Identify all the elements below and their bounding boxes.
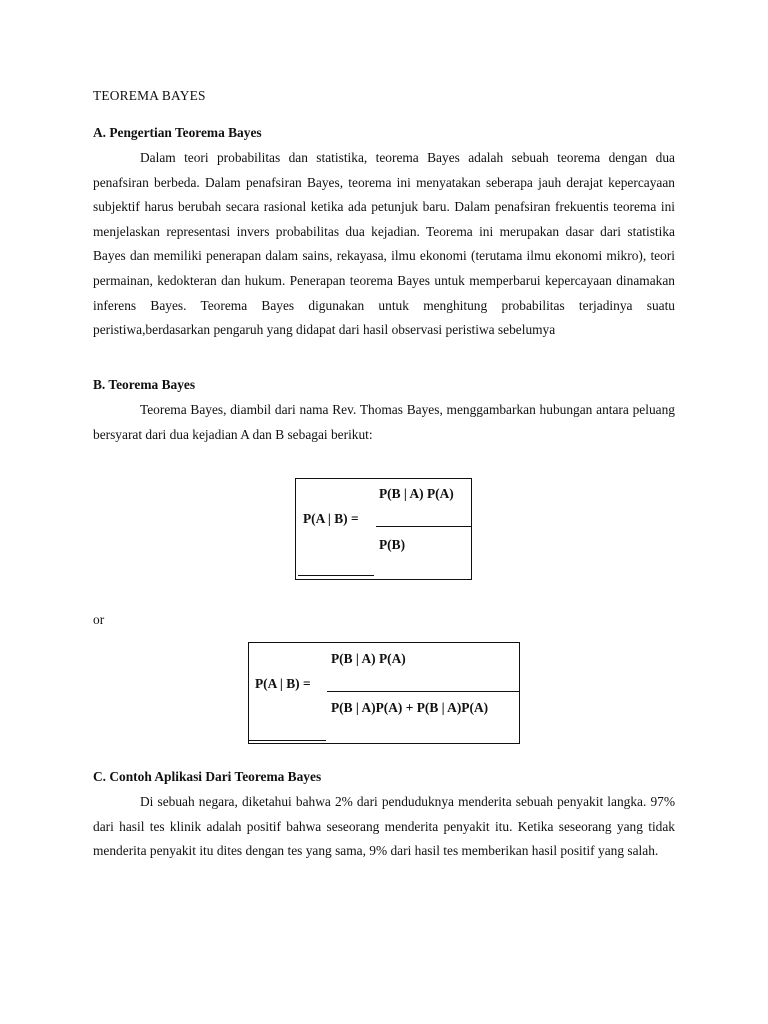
document-title: TEOREMA BAYES bbox=[93, 88, 206, 103]
or-label: or bbox=[93, 612, 105, 627]
formula-1-fraction-bar bbox=[376, 526, 471, 527]
formula-box-2 bbox=[248, 642, 520, 744]
formula-1-underline bbox=[298, 575, 374, 576]
formula-1-numerator: P(B | A) P(A) bbox=[379, 486, 454, 501]
formula-box-1 bbox=[295, 478, 472, 580]
formula-2-lhs: P(A | B) = bbox=[255, 676, 311, 691]
section-a-heading: A. Pengertian Teorema Bayes bbox=[93, 125, 262, 140]
formula-2-fraction-bar bbox=[327, 691, 519, 692]
formula-2-numerator: P(B | A) P(A) bbox=[331, 651, 406, 666]
section-c-paragraph: Di sebuah negara, diketahui bahwa 2% dari penduduknya menderita sebuah penyakit langka. 97% dari hasil tes klinik adalah positif bahwa seseorang menderita penyakit itu. Ketika seseorang yang tidak menderita penyakit itu dites dengan tes yang sama, 9% dari hasil tes memberikan hasil positif yang salah. bbox=[93, 794, 675, 859]
formula-2-underline bbox=[249, 740, 326, 741]
formula-1-lhs: P(A | B) = bbox=[303, 511, 359, 526]
section-a-paragraph: Dalam teori probabilitas dan statistika, teorema Bayes adalah sebuah teorema dengan dua penafsiran berbeda. Dalam penafsiran Bayes, teorema ini menyatakan seberapa jauh derajat kepercayaan subjektif harus berubah secara rasional ketika ada petunjuk baru. Dalam penafsiran frekuentis teorema ini menjelaskan representasi invers probabilitas dua kejadian. Teorema ini merupakan dasar dari statistika Bayes dan memiliki penerapan dalam sains, rekayasa, ilmu ekonomi (terutama ilmu ekonomi mikro), teori permainan, kedokteran dan hukum. Penerapan teorema Bayes untuk memperbarui kepercayaan dinamakan inferens Bayes. Teorema Bayes digunakan untuk menghitung probabilitas terjadinya suatu peristiwa,berdasarkan pengaruh yang didapat dari hasil observasi peristiwa sebelumya bbox=[93, 150, 675, 338]
section-c-heading: C. Contoh Aplikasi Dari Teorema Bayes bbox=[93, 769, 322, 784]
formula-2-denominator: P(B | A)P(A) + P(B | A)P(A) bbox=[331, 700, 489, 715]
formula-1-denominator: P(B) bbox=[379, 537, 406, 552]
section-b-paragraph: Teorema Bayes, diambil dari nama Rev. Thomas Bayes, menggambarkan hubungan antara peluang bersyarat dari dua kejadian A dan B sebagai berikut: bbox=[93, 402, 675, 442]
section-b-heading: B. Teorema Bayes bbox=[93, 377, 196, 392]
